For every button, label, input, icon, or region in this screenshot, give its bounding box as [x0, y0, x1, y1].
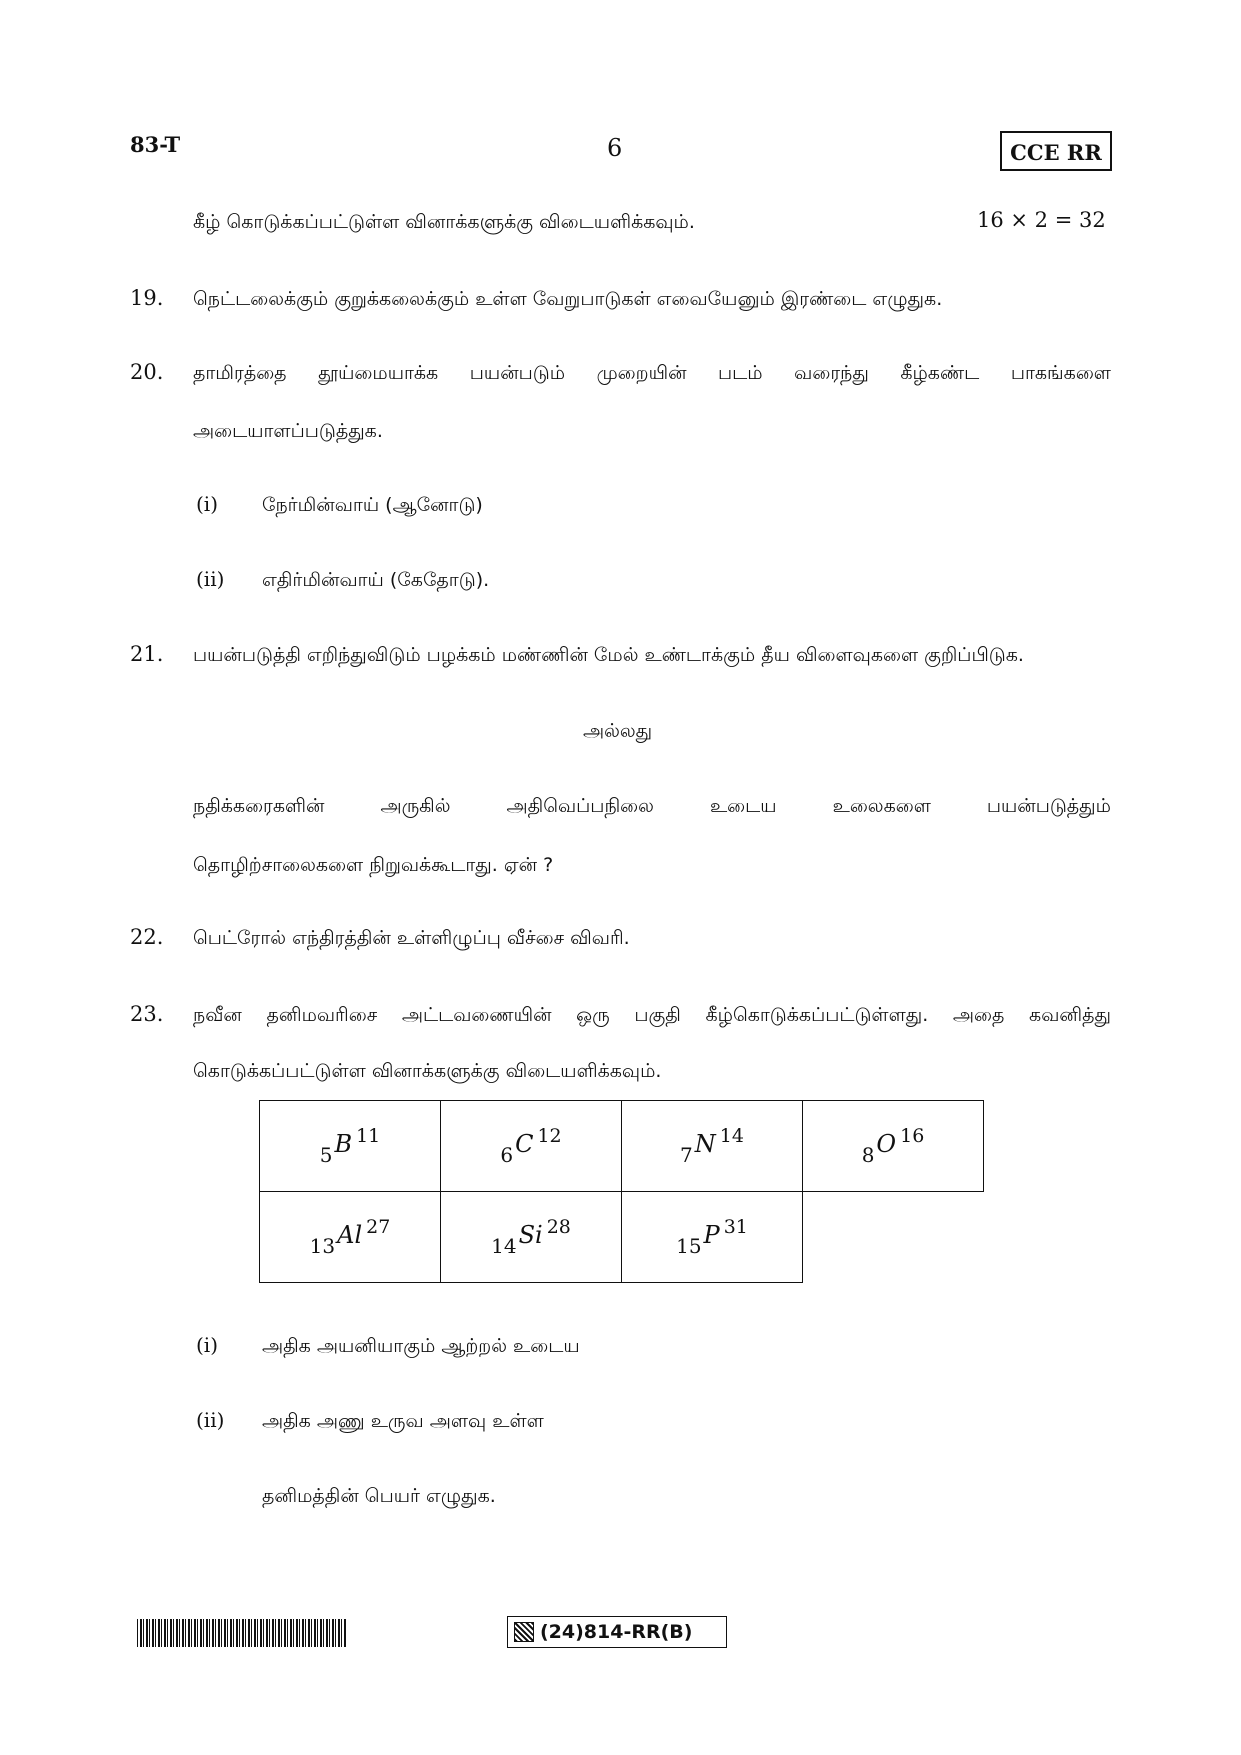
question-21-alt-line2: தொழிற்சாலைகளை நிறுவக்கூடாது. ஏன் ?	[193, 854, 554, 876]
atomic-number: 8	[861, 1143, 875, 1167]
or-label: அல்லது	[583, 720, 653, 742]
word: நதிக்கரைகளின்	[193, 795, 325, 817]
element-cell	[260, 1101, 441, 1192]
footer-code-box	[507, 1616, 727, 1648]
word: தூய்மையாக்க	[318, 362, 439, 384]
empty-cell	[803, 1192, 984, 1283]
section-instruction: கீழ் கொடுக்கப்பட்டுள்ள வினாக்களுக்கு விடையளிக்கவும்.	[193, 211, 695, 233]
question-number-19: 19.	[130, 286, 164, 310]
mass-number: 27	[366, 1216, 391, 1238]
table-row	[260, 1101, 984, 1192]
element-symbol: Al	[337, 1221, 363, 1249]
question-number-20: 20.	[130, 360, 164, 384]
question-19-text: நெட்டலைக்கும் குறுக்கலைக்கும் உள்ள வேறுபாடுகள் எவையேனும் இரண்டை எழுதுக.	[193, 288, 943, 310]
atomic-number: 15	[676, 1234, 702, 1258]
word: வரைந்து	[794, 362, 869, 384]
element-cell	[441, 1192, 622, 1283]
page-number: 6	[607, 134, 623, 162]
table-row	[260, 1192, 984, 1283]
element-cell	[622, 1101, 803, 1192]
atomic-number: 14	[491, 1234, 517, 1258]
version-box: CCE RR	[1000, 131, 1112, 171]
question-23-closing: தனிமத்தின் பெயர் எழுதுக.	[262, 1485, 496, 1507]
sub-text: நேர்மின்வாய் (ஆனோடு)	[262, 494, 483, 516]
sub-text: எதிர்மின்வாய் (கேதோடு).	[262, 569, 490, 591]
question-23-line1	[193, 1004, 1111, 1029]
question-number-21: 21.	[130, 642, 164, 666]
element-symbol: C	[515, 1130, 534, 1158]
word: அட்டவணையின்	[401, 1004, 552, 1026]
element-symbol: B	[334, 1130, 353, 1158]
sub-label: (i)	[196, 492, 219, 516]
word: பாகங்களை	[1010, 362, 1111, 384]
question-21-text: பயன்படுத்தி எறிந்துவிடும் பழக்கம் மண்ணின் மேல் உண்டாக்கும் தீய விளைவுகளை குறிப்பிடுக.	[193, 644, 1024, 666]
word: உலைகளை	[832, 795, 931, 817]
word: கீழ்கொடுக்கப்பட்டுள்ளது.	[705, 1004, 929, 1026]
word: ஒரு	[576, 1004, 610, 1026]
barcode	[137, 1619, 347, 1647]
sub-label: (ii)	[196, 567, 225, 591]
element-symbol: N	[694, 1130, 716, 1158]
board-logo-icon	[514, 1622, 534, 1642]
sub-label: (ii)	[196, 1408, 225, 1432]
mass-number: 14	[719, 1125, 744, 1147]
word: தாமிரத்தை	[193, 362, 287, 384]
periodic-table-fragment	[259, 1100, 984, 1283]
sub-text: அதிக அணு உருவ அளவு உள்ள	[262, 1410, 544, 1432]
mass-number: 31	[723, 1216, 748, 1238]
word: படம்	[718, 362, 763, 384]
element-cell	[441, 1101, 622, 1192]
atomic-number: 5	[319, 1143, 333, 1167]
word: உடைய	[709, 795, 777, 817]
question-22-text: பெட்ரோல் எந்திரத்தின் உள்ளிழுப்பு வீச்சை விவரி.	[193, 927, 630, 949]
mass-number: 12	[537, 1125, 562, 1147]
word: பயன்படுத்தும்	[986, 795, 1111, 817]
sub-text: அதிக அயனியாகும் ஆற்றல் உடைய	[262, 1335, 580, 1357]
question-number-23: 23.	[130, 1002, 164, 1026]
word: பயன்படும்	[469, 362, 566, 384]
word: முறையின்	[596, 362, 687, 384]
word: தனிமவரிசை	[266, 1004, 378, 1026]
paper-code: 83-T	[130, 132, 181, 157]
word: நவீன	[193, 1004, 242, 1026]
sub-label: (i)	[196, 1333, 219, 1357]
element-cell	[803, 1101, 984, 1192]
atomic-number: 6	[500, 1143, 514, 1167]
word: கவனித்து	[1029, 1004, 1111, 1026]
mass-number: 28	[546, 1216, 571, 1238]
question-number-22: 22.	[130, 925, 164, 949]
question-20-line2: அடையாளப்படுத்துக.	[193, 420, 383, 442]
word: பகுதி	[634, 1004, 681, 1026]
word: அதிவெப்பநிலை	[506, 795, 654, 817]
mass-number: 16	[900, 1125, 925, 1147]
element-cell	[260, 1192, 441, 1283]
word: கீழ்கண்ட	[900, 362, 980, 384]
question-20-line1	[193, 362, 1111, 387]
footer-code: (24)814-RR(B)	[540, 1621, 693, 1643]
question-21-alt-line1	[193, 795, 1111, 820]
question-23-line2: கொடுக்கப்பட்டுள்ள வினாக்களுக்கு விடையளிக்கவும்.	[193, 1060, 662, 1082]
atomic-number: 7	[680, 1143, 693, 1167]
section-marks: 16 × 2 = 32	[977, 208, 1106, 232]
atomic-number: 13	[309, 1234, 336, 1258]
element-symbol: P	[703, 1221, 720, 1249]
element-symbol: O	[876, 1130, 897, 1158]
element-cell	[622, 1192, 803, 1283]
element-symbol: Si	[518, 1221, 543, 1249]
word: அதை	[952, 1004, 1005, 1026]
word: அருகில்	[380, 795, 451, 817]
mass-number: 11	[356, 1125, 381, 1147]
